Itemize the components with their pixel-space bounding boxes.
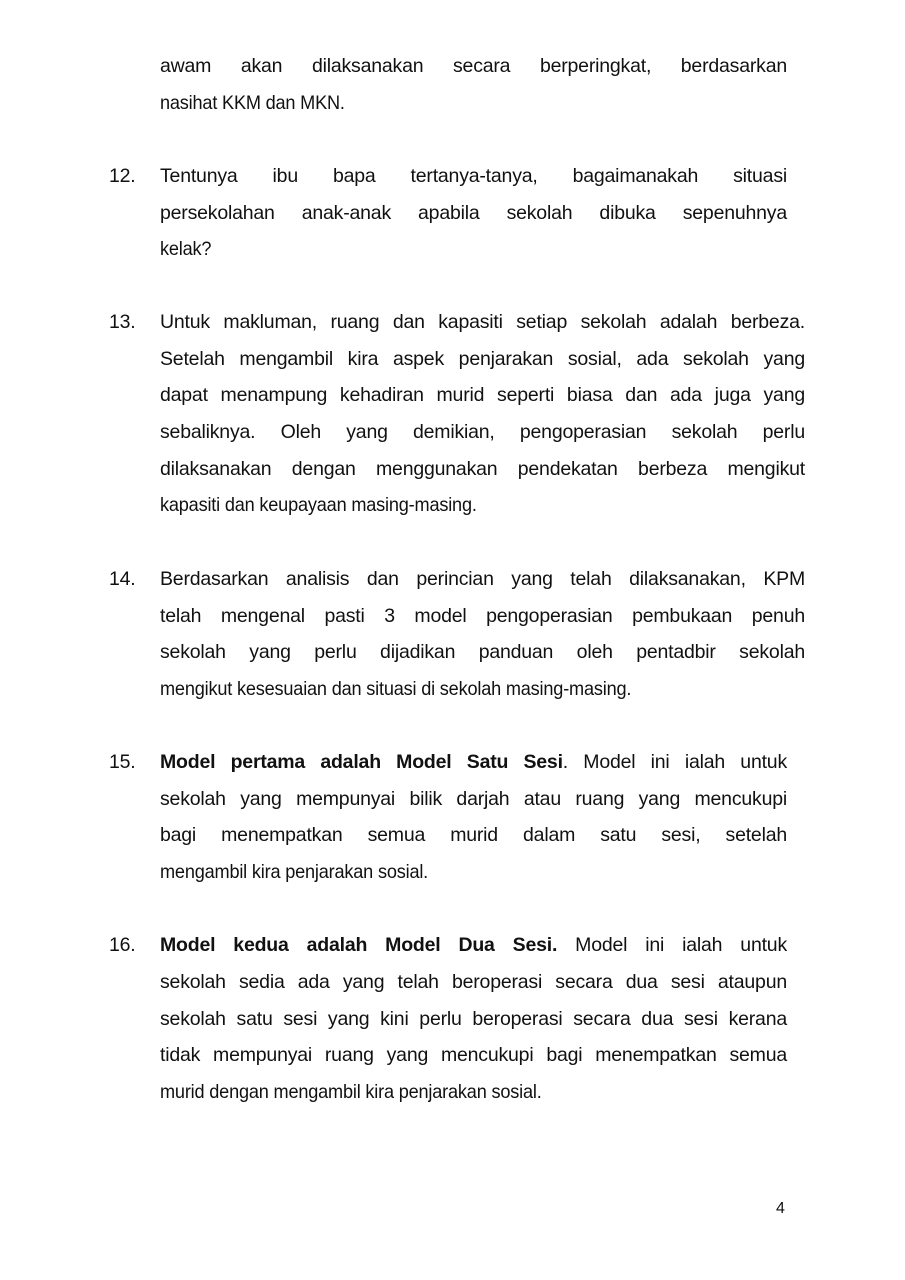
text-line: Berdasarkan analisis dan perincian yang telah dilaksanakan, KPM (160, 568, 805, 590)
bold-lead: Model pertama adalah Model Satu Sesi (160, 751, 563, 773)
text-line: Setelah mengambil kira aspek penjarakan sosial, ada sekolah yang (160, 348, 805, 370)
text-line (160, 750, 787, 774)
text-line: nasihat KKM dan MKN. (160, 92, 345, 114)
paragraph-number: 12. (109, 165, 136, 187)
text-line: Tentunya ibu bapa tertanya-tanya, bagaimanakah situasi (160, 165, 787, 187)
text-line: mengambil kira penjarakan sosial. (160, 861, 429, 883)
text-line: sebaliknya. Oleh yang demikian, pengoperasian sekolah perlu (160, 421, 805, 443)
paragraph-number: 15. (109, 751, 136, 773)
text-line: tidak mempunyai ruang yang mencukupi bagi menempatkan semua (160, 1044, 787, 1066)
bold-lead: Model kedua adalah Model Dua Sesi. (160, 934, 558, 956)
text-line: kapasiti dan keupayaan masing-masing. (160, 494, 477, 516)
text-line: murid dengan mengambil kira penjarakan sosial. (160, 1081, 542, 1103)
text-line: sekolah yang perlu dijadikan panduan oleh pentadbir sekolah (160, 641, 805, 663)
text-line: sekolah sedia ada yang telah beroperasi secara dua sesi ataupun (160, 971, 787, 993)
paragraph-number: 14. (109, 568, 136, 590)
text-line: Untuk makluman, ruang dan kapasiti setiap sekolah adalah berbeza. (160, 311, 805, 333)
lead-rest: . Model ini ialah untuk (562, 751, 787, 773)
text-line: persekolahan anak-anak apabila sekolah dibuka sepenuhnya (160, 202, 787, 224)
paragraph-number: 13. (109, 311, 136, 333)
text-line: bagi menempatkan semua murid dalam satu sesi, setelah (160, 824, 787, 846)
text-line (160, 933, 787, 957)
text-line: telah mengenal pasti 3 model pengoperasian pembukaan penuh (160, 605, 805, 627)
text-line: dilaksanakan dengan menggunakan pendekatan berbeza mengikut (160, 458, 805, 480)
text-line: sekolah yang mempunyai bilik darjah atau ruang yang mencukupi (160, 788, 787, 810)
page-number: 4 (776, 1200, 785, 1217)
text-line: awam akan dilaksanakan secara berperingkat, berdasarkan (160, 55, 787, 77)
paragraph-number: 16. (109, 934, 136, 956)
text-line: mengikut kesesuaian dan situasi di sekolah masing-masing. (160, 678, 632, 700)
text-line: kelak? (160, 238, 212, 260)
text-line: sekolah satu sesi yang kini perlu beroperasi secara dua sesi kerana (160, 1008, 787, 1030)
lead-rest: Model ini ialah untuk (557, 934, 787, 956)
text-line: dapat menampung kehadiran murid seperti biasa dan ada juga yang (160, 384, 805, 406)
